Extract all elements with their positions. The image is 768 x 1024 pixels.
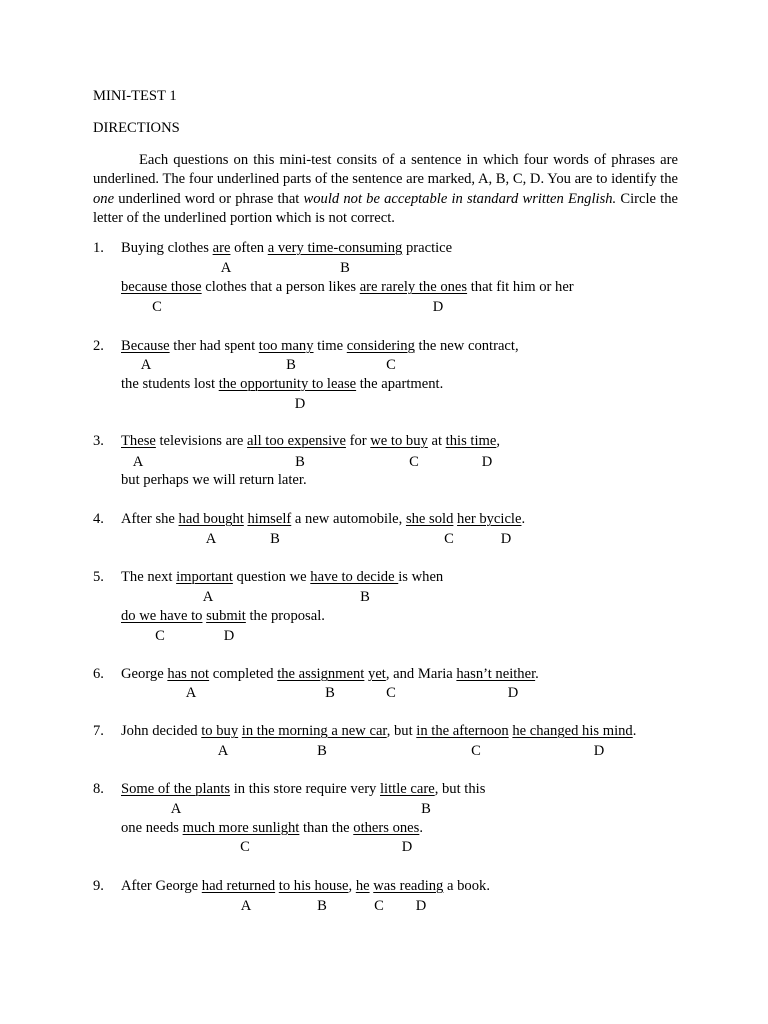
underlined-phrase: much more sunlight [182, 820, 300, 836]
option-letter-a: A [205, 531, 217, 547]
option-letter-d: D [481, 454, 493, 470]
sentence-text: time [313, 338, 347, 354]
option-letter-a: A [170, 801, 182, 817]
sentence-text: . [632, 723, 637, 739]
option-letter-b: B [421, 801, 431, 817]
sentence-text: that fit him or her [467, 279, 574, 295]
option-letter-c: C [374, 898, 384, 914]
sentence-text: . [419, 820, 423, 836]
sentence-text: clothes that a person likes [201, 279, 360, 295]
sentence-text: often [230, 240, 268, 256]
question-number: 6. [93, 666, 104, 682]
option-letter-b: B [317, 898, 327, 914]
option-letter-b: B [325, 685, 335, 701]
underlined-phrase: we to buy [370, 433, 428, 449]
question-sentence-line [121, 877, 490, 895]
underlined-phrase: Because [121, 338, 170, 354]
option-letter-d: D [415, 898, 427, 914]
option-letter-a: A [202, 589, 214, 605]
underlined-phrase: submit [206, 608, 246, 624]
question-sentence-line [121, 607, 325, 625]
sentence-text: but perhaps we will return later. [121, 472, 307, 488]
sentence-text: , but [386, 723, 417, 739]
underlined-phrase: These [121, 433, 156, 449]
underlined-phrase: was reading [373, 878, 444, 894]
question-sentence-line [121, 819, 423, 837]
directions-paragraph [93, 151, 678, 228]
option-letter-a: A [217, 743, 229, 759]
underlined-phrase: do we have to [121, 608, 203, 624]
underlined-phrase: too many [258, 338, 314, 354]
underlined-phrase: the opportunity to lease [218, 376, 357, 392]
page-title: MINI-TEST 1 [93, 88, 177, 104]
underlined-phrase: to buy [201, 723, 239, 739]
question-sentence-line [121, 471, 307, 489]
question-sentence-line [121, 780, 485, 798]
option-letter-a: A [132, 454, 144, 470]
directions-text-1: Each questions on this mini-test consits of a sentence in which four words of phrases are underlined. The four underlined parts of the sentence are marked, A, B, C, D. You are to identify the [93, 152, 678, 188]
underlined-phrase: have to decide [310, 569, 399, 585]
sentence-text: the apartment. [356, 376, 444, 392]
option-letter-a: A [240, 898, 252, 914]
option-letter-c: C [471, 743, 481, 759]
underlined-phrase: he changed his mind [512, 723, 633, 739]
option-letter-b: B [317, 743, 327, 759]
underlined-phrase: important [176, 569, 233, 585]
sentence-text: televisions are [155, 433, 248, 449]
question-sentence-line [121, 239, 452, 257]
option-letter-a: A [185, 685, 197, 701]
sentence-text: , [348, 878, 356, 894]
question-number: 3. [93, 433, 104, 449]
option-letter-d: D [223, 628, 235, 644]
sentence-text: Buying clothes [121, 240, 213, 256]
question-number: 5. [93, 569, 104, 585]
question-sentence-line [121, 568, 443, 586]
question-sentence-line [121, 510, 525, 528]
sentence-text: . [521, 511, 526, 527]
option-letter-d: D [401, 839, 413, 855]
question-sentence-line [121, 278, 574, 296]
sentence-text: a book. [443, 878, 490, 894]
question-sentence-line [121, 375, 443, 393]
underlined-phrase: hasn’t neither [456, 666, 536, 682]
option-letter-c: C [155, 628, 165, 644]
option-letter-c: C [409, 454, 419, 470]
sentence-text: the students lost [121, 376, 219, 392]
sentence-text: , and Maria [385, 666, 457, 682]
sentence-text: George [121, 666, 168, 682]
sentence-text: ther had spent [169, 338, 259, 354]
option-letter-a: A [140, 357, 152, 373]
sentence-text: question we [232, 569, 311, 585]
sentence-text: is when [398, 569, 444, 585]
sentence-text: , [496, 433, 501, 449]
directions-emphasis-1: one [93, 190, 115, 207]
sentence-text: practice [402, 240, 453, 256]
sentence-text: in this store require very [230, 781, 380, 797]
option-letter-b: B [286, 357, 296, 373]
question-sentence-line [121, 432, 500, 450]
underlined-phrase: her bycicle [457, 511, 522, 527]
option-letter-c: C [152, 299, 162, 315]
underlined-phrase: had returned [201, 878, 276, 894]
sentence-text: one needs [121, 820, 183, 836]
sentence-text: After she [121, 511, 179, 527]
question-sentence-line [121, 665, 539, 683]
directions-heading: DIRECTIONS [93, 120, 180, 136]
directions-emphasis-2: would not be acceptable in standard written English. [303, 190, 617, 207]
underlined-phrase: a very time-consuming [267, 240, 403, 256]
sentence-text: a new automobile, [291, 511, 406, 527]
option-letter-d: D [507, 685, 519, 701]
option-letter-d: D [294, 396, 306, 412]
sentence-text: the proposal. [245, 608, 325, 624]
option-letter-b: B [295, 454, 305, 470]
underlined-phrase: considering [346, 338, 415, 354]
underlined-phrase: others ones [353, 820, 420, 836]
underlined-phrase: she sold [405, 511, 454, 527]
sentence-text: the new contract, [414, 338, 519, 354]
question-number: 4. [93, 511, 104, 527]
underlined-phrase: are [212, 240, 231, 256]
underlined-phrase: the assignment [277, 666, 365, 682]
option-letter-b: B [340, 260, 350, 276]
underlined-phrase: Some of the plants [121, 781, 231, 797]
underlined-phrase: he [355, 878, 370, 894]
question-number: 2. [93, 338, 104, 354]
sentence-text: , but this [434, 781, 486, 797]
sentence-text: completed [209, 666, 278, 682]
question-number: 9. [93, 878, 104, 894]
option-letter-b: B [360, 589, 370, 605]
sentence-text: The next [121, 569, 177, 585]
underlined-phrase: yet [368, 666, 386, 682]
option-letter-d: D [432, 299, 444, 315]
underlined-phrase: has not [167, 666, 210, 682]
sentence-text: than the [299, 820, 354, 836]
option-letter-c: C [444, 531, 454, 547]
option-letter-d: D [500, 531, 512, 547]
sentence-text: John decided [121, 723, 202, 739]
option-letter-b: B [270, 531, 280, 547]
question-sentence-line [121, 722, 636, 740]
underlined-phrase: himself [247, 511, 292, 527]
option-letter-c: C [386, 685, 396, 701]
sentence-text: After George [121, 878, 202, 894]
option-letter-d: D [593, 743, 605, 759]
question-number: 8. [93, 781, 104, 797]
option-letter-a: A [220, 260, 232, 276]
sentence-text: for [345, 433, 371, 449]
question-number: 1. [93, 240, 104, 256]
sentence-text: at [427, 433, 446, 449]
sentence-text: . [535, 666, 539, 682]
directions-text-2: underlined word or phrase that [114, 190, 304, 207]
underlined-phrase: all too expensive [247, 433, 346, 449]
underlined-phrase: in the afternoon [416, 723, 509, 739]
question-number: 7. [93, 723, 104, 739]
underlined-phrase: in the morning a new car [241, 723, 387, 739]
underlined-phrase: because those [121, 279, 202, 295]
underlined-phrase: little care [380, 781, 435, 797]
underlined-phrase: this time [445, 433, 497, 449]
directions-text-3: Circle the letter of the underlined portion which is not correct. [93, 190, 678, 226]
question-sentence-line [121, 337, 519, 355]
option-letter-c: C [240, 839, 250, 855]
option-letter-c: C [386, 357, 396, 373]
underlined-phrase: are rarely the ones [359, 279, 468, 295]
underlined-phrase: had bought [178, 511, 244, 527]
underlined-phrase: to his house [278, 878, 349, 894]
